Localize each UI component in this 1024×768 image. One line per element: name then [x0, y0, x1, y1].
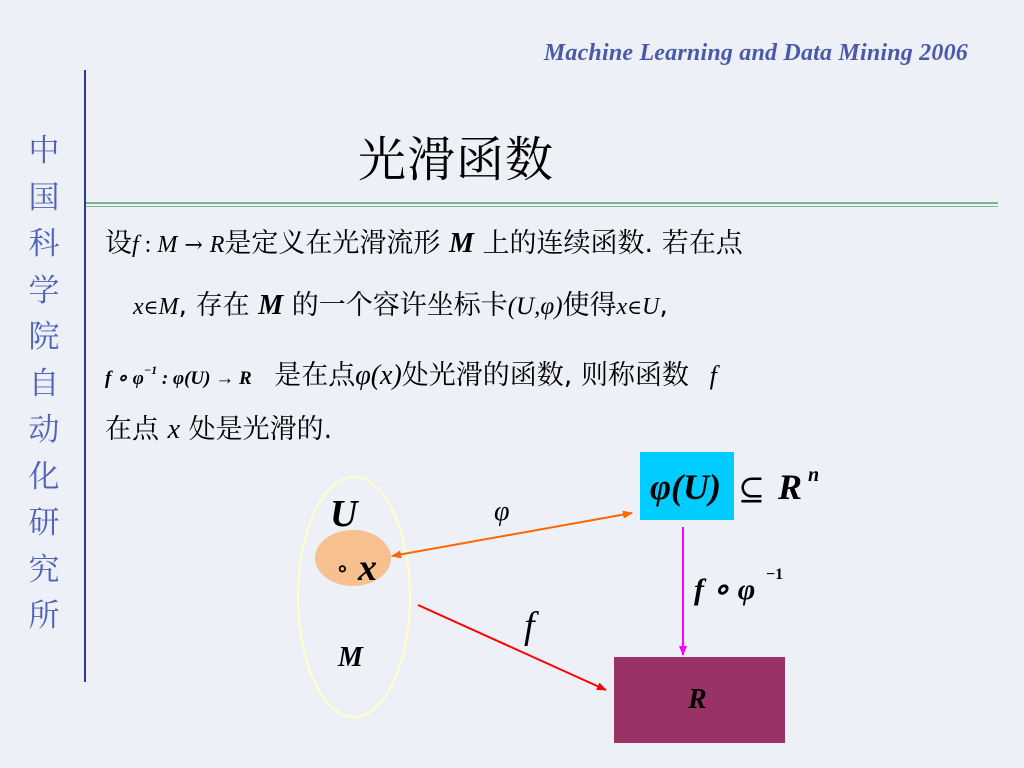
math-x: x — [616, 294, 628, 320]
label-x: x — [358, 547, 377, 589]
label-phi-U: φ(U) — [650, 467, 722, 507]
f-arrow — [418, 605, 606, 690]
math-M: M — [157, 232, 178, 258]
math-phi-x: φ(x) — [355, 360, 402, 391]
math-M: M — [158, 294, 179, 320]
math-in: ∈ — [143, 295, 159, 319]
math-M-bold: M — [449, 228, 474, 259]
label-f: f — [524, 605, 535, 647]
math-arrow: → — [177, 233, 210, 258]
math-M-bold: M — [258, 290, 284, 321]
math-U: U — [642, 294, 660, 320]
math-inverse: −1 — [143, 363, 158, 377]
math-f: f — [132, 232, 139, 258]
label-phi: φ — [494, 496, 510, 527]
institution-vertical-title: 中国科学院自动化研究所 — [28, 133, 60, 634]
math-colon: : — [138, 232, 158, 258]
text-lead: 设 — [105, 228, 132, 259]
math-in: ∈ — [627, 295, 642, 319]
label-composition: f ∘ φ — [694, 573, 756, 606]
label-subset: ⊆ — [738, 470, 765, 508]
neighborhood-U — [315, 530, 391, 586]
label-R: R — [688, 684, 707, 715]
math-x: x — [167, 414, 181, 445]
label-Rn-sup: n — [808, 464, 820, 486]
math-x: x — [133, 294, 144, 320]
label-x-dot: ∘ — [336, 554, 349, 584]
text-defined: 是定义在光滑流形 — [224, 228, 441, 259]
label-U: U — [330, 493, 358, 535]
math-R: R — [209, 232, 225, 258]
text-is-smooth: 处是光滑的. — [188, 414, 333, 445]
label-composition-sup: −1 — [766, 566, 784, 583]
text-such-that: 使得 — [562, 290, 617, 321]
text-continuous: 上的连续函数. 若在点 — [482, 228, 743, 259]
phi-arrow — [392, 513, 632, 556]
text-chart: 的一个容许坐标卡 — [291, 290, 508, 321]
text-is-at-point: 是在点 — [274, 360, 356, 391]
slide-title: 光滑函数 — [358, 132, 555, 188]
math-chart: (U,φ) — [507, 293, 563, 320]
text-smooth-function: 处光滑的函数, 则称函数 — [401, 360, 689, 391]
text-at-point: 在点 — [105, 414, 159, 445]
text-comma: , — [659, 290, 668, 321]
math-f: f — [709, 361, 717, 390]
label-M: M — [338, 642, 363, 673]
math-composition: f ∘ φ — [105, 368, 144, 389]
math-map: : φ(U) → R — [157, 368, 252, 389]
label-Rn: R — [778, 467, 803, 507]
course-header: Machine Learning and Data Mining 2006 — [543, 40, 968, 66]
text-exists: , 存在 — [178, 290, 250, 321]
